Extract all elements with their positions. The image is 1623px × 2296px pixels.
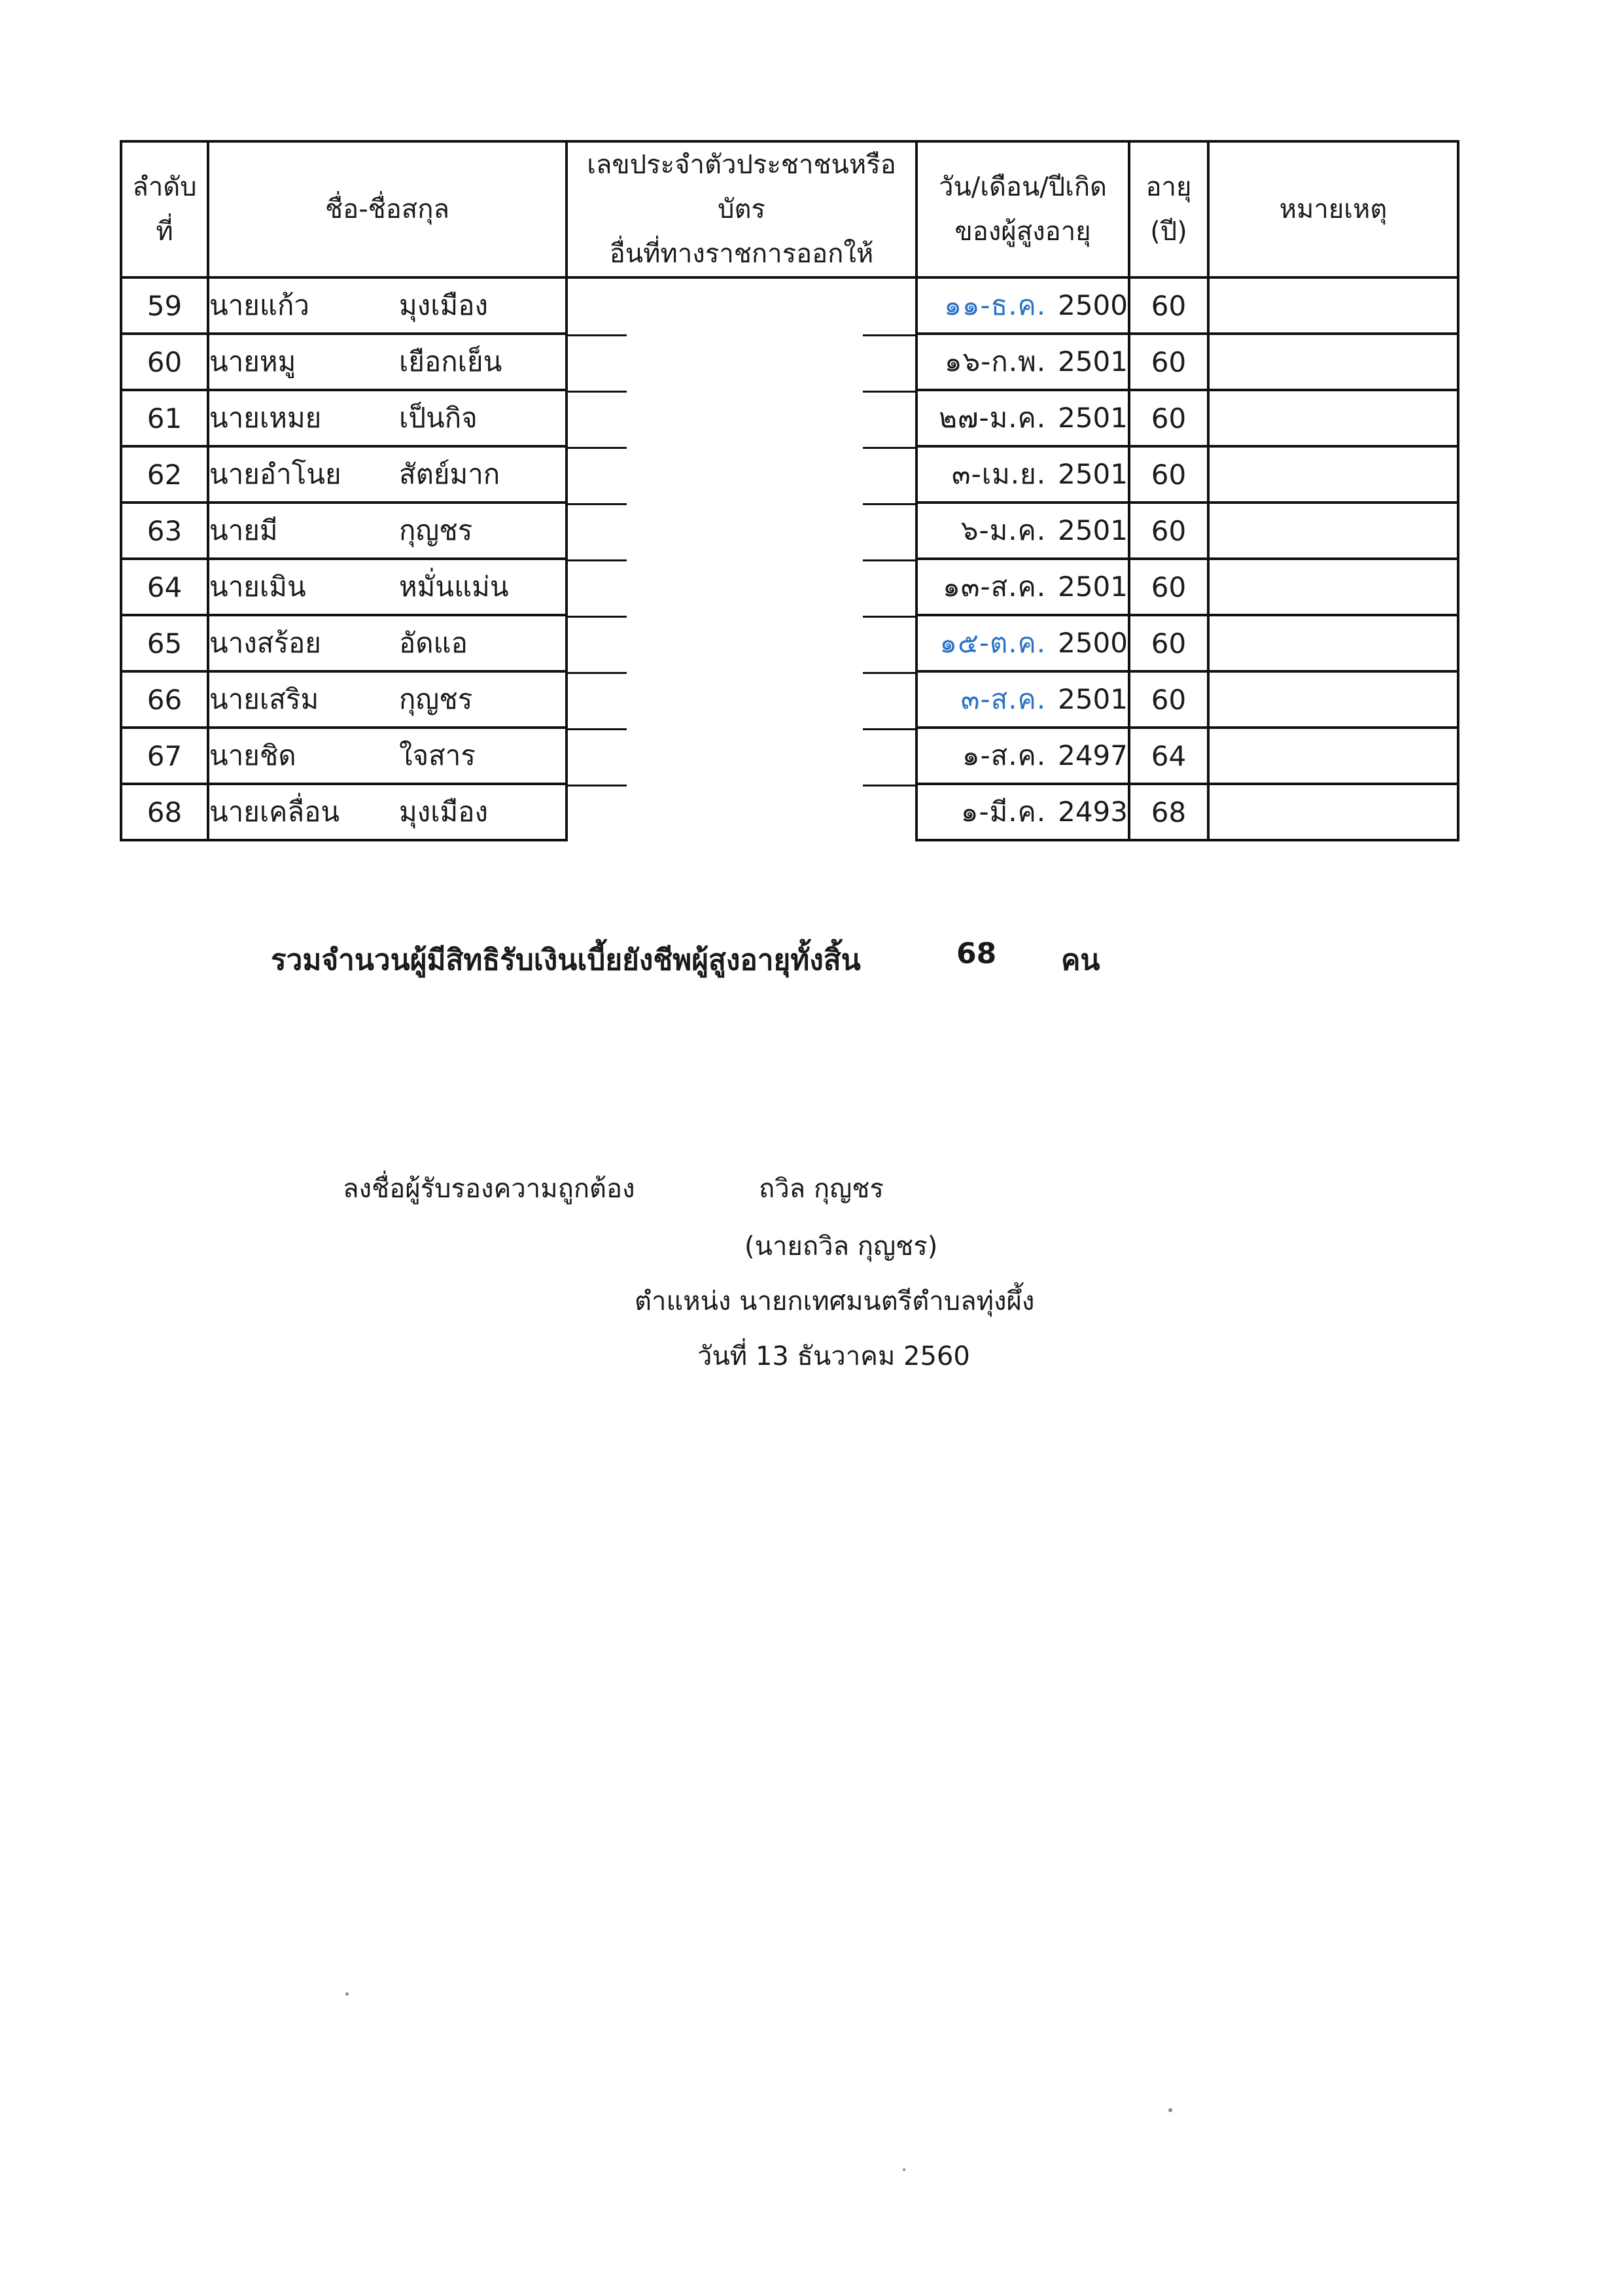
summary-line — [271, 937, 1100, 983]
birth-year: 2501 — [1058, 402, 1128, 434]
row-id-number — [567, 728, 916, 784]
row-date-of-birth — [916, 559, 1129, 615]
birth-year: 2501 — [1058, 345, 1128, 378]
header-note: หมายเหตุ — [1208, 141, 1458, 277]
header-id-line1: เลขประจำตัวประชาชนหรือบัตร — [587, 150, 896, 224]
row-note — [1208, 277, 1458, 334]
elderly-allowance-table — [120, 140, 1459, 841]
row-id-number — [567, 671, 916, 728]
row-age: 60 — [1129, 615, 1208, 671]
row-id-number — [567, 277, 916, 334]
row-date-of-birth — [916, 446, 1129, 503]
header-no — [121, 141, 208, 277]
row-note — [1208, 615, 1458, 671]
first-name: นายหมู — [209, 345, 296, 378]
row-date-of-birth — [916, 390, 1129, 446]
row-number: 59 — [121, 277, 208, 334]
table-header-row — [121, 141, 1458, 277]
birth-year: 2501 — [1058, 683, 1128, 715]
row-age: 60 — [1129, 503, 1208, 559]
row-date-of-birth — [916, 503, 1129, 559]
row-note — [1208, 559, 1458, 615]
row-name — [208, 728, 567, 784]
last-name: มุงเมือง — [399, 796, 488, 828]
row-name — [208, 334, 567, 390]
row-name — [208, 390, 567, 446]
row-name — [208, 503, 567, 559]
row-id-number — [567, 503, 916, 559]
first-name: นายแก้ว — [209, 289, 309, 321]
birth-year: 2497 — [1058, 739, 1128, 771]
header-no-line1: ลำดับ — [132, 172, 197, 202]
row-date-of-birth — [916, 671, 1129, 728]
birth-day-month: ๓-เม.ย. — [951, 458, 1047, 490]
row-note — [1208, 728, 1458, 784]
table-row — [121, 784, 1458, 840]
row-name — [208, 277, 567, 334]
table-row — [121, 615, 1458, 671]
header-age-line2: (ปี) — [1150, 217, 1187, 247]
header-id — [567, 141, 916, 277]
summary-unit: คน — [1061, 944, 1100, 977]
first-name: นายเสริม — [209, 683, 319, 715]
table-row — [121, 728, 1458, 784]
row-date-of-birth — [916, 784, 1129, 840]
table-body — [121, 277, 1458, 840]
last-name: มุงเมือง — [399, 289, 488, 321]
row-date-of-birth — [916, 277, 1129, 334]
row-date-of-birth — [916, 615, 1129, 671]
birth-year: 2501 — [1058, 514, 1128, 546]
last-name: เป็นกิจ — [399, 402, 478, 434]
row-number: 64 — [121, 559, 208, 615]
row-age: 60 — [1129, 390, 1208, 446]
row-age: 64 — [1129, 728, 1208, 784]
birth-day-month: ๓-ส.ค. — [960, 683, 1047, 715]
birth-day-month: ๒๗-ม.ค. — [939, 402, 1047, 434]
row-number: 65 — [121, 615, 208, 671]
table-row — [121, 503, 1458, 559]
row-number: 62 — [121, 446, 208, 503]
birth-year: 2500 — [1058, 289, 1128, 321]
header-dob-line1: วัน/เดือน/ปีเกิด — [938, 172, 1108, 202]
row-id-number — [567, 334, 916, 390]
row-name — [208, 559, 567, 615]
last-name: หมั่นแม่น — [399, 571, 509, 603]
row-note — [1208, 446, 1458, 503]
birth-day-month: ๑๕-ต.ค. — [939, 627, 1047, 659]
first-name: นายมี — [209, 514, 278, 546]
row-age: 60 — [1129, 671, 1208, 728]
row-name — [208, 671, 567, 728]
row-note — [1208, 784, 1458, 840]
header-id-line2: อื่นที่ทางราชการออกให้ — [609, 239, 874, 269]
row-note — [1208, 503, 1458, 559]
header-dob-line2: ของผู้สูงอายุ — [954, 217, 1091, 247]
row-age: 60 — [1129, 559, 1208, 615]
first-name: นางสร้อย — [209, 627, 321, 659]
first-name: นายเคลื่อน — [209, 796, 340, 828]
table-row — [121, 559, 1458, 615]
birth-day-month: ๑-มี.ค. — [960, 796, 1047, 828]
signature-name: ถวิล กุญชร — [759, 1174, 884, 1204]
row-id-number — [567, 615, 916, 671]
birth-year: 2493 — [1058, 796, 1128, 828]
scan-speck — [345, 1992, 349, 1996]
last-name: ใจสาร — [399, 739, 476, 771]
table-row — [121, 390, 1458, 446]
row-number: 60 — [121, 334, 208, 390]
signature-date: วันที่ 13 ธันวาคม 2560 — [697, 1341, 970, 1371]
table-row — [121, 334, 1458, 390]
birth-year: 2500 — [1058, 627, 1128, 659]
row-note — [1208, 334, 1458, 390]
row-id-number — [567, 390, 916, 446]
row-name — [208, 784, 567, 840]
row-age: 60 — [1129, 334, 1208, 390]
row-id-number — [567, 559, 916, 615]
row-note — [1208, 671, 1458, 728]
table-row — [121, 277, 1458, 334]
birth-day-month: ๑๓-ส.ค. — [943, 571, 1047, 603]
last-name: เยือกเย็น — [399, 345, 502, 378]
header-age — [1129, 141, 1208, 277]
first-name: นายอำโนย — [209, 458, 341, 490]
row-age: 68 — [1129, 784, 1208, 840]
summary-count: 68 — [956, 937, 997, 970]
summary-label: รวมจำนวนผู้มีสิทธิรับเงินเบี้ยยังชีพผู้สูงอายุทั้งสิ้น — [271, 944, 861, 977]
row-id-number — [567, 446, 916, 503]
birth-year: 2501 — [1058, 458, 1128, 490]
birth-year: 2501 — [1058, 571, 1128, 603]
row-name — [208, 446, 567, 503]
birth-day-month: ๑-ส.ค. — [962, 739, 1047, 771]
birth-day-month: ๑๖-ก.พ. — [944, 345, 1047, 378]
table-row — [121, 446, 1458, 503]
row-date-of-birth — [916, 728, 1129, 784]
row-name — [208, 615, 567, 671]
table-row — [121, 671, 1458, 728]
birth-day-month: ๑๑-ธ.ค. — [944, 289, 1047, 321]
last-name: กุญชร — [399, 683, 473, 715]
row-number: 66 — [121, 671, 208, 728]
header-name: ชื่อ-ชื่อสกุล — [208, 141, 567, 277]
row-number: 61 — [121, 390, 208, 446]
scan-speck — [903, 2168, 905, 2171]
row-number: 68 — [121, 784, 208, 840]
row-date-of-birth — [916, 334, 1129, 390]
row-id-number — [567, 784, 916, 840]
last-name: กุญชร — [399, 514, 473, 546]
first-name: นายเมิน — [209, 571, 306, 603]
scan-speck — [1168, 2108, 1172, 2112]
row-note — [1208, 390, 1458, 446]
signature-position: ตำแหน่ง นายกเทศมนตรีตำบลทุ่งผึ้ง — [635, 1286, 1035, 1316]
last-name: สัตย์มาก — [399, 458, 500, 490]
birth-day-month: ๖-ม.ค. — [960, 514, 1047, 546]
signature-label: ลงชื่อผู้รับรองความถูกต้อง — [343, 1174, 635, 1204]
row-age: 60 — [1129, 446, 1208, 503]
first-name: นายชิด — [209, 739, 296, 771]
header-age-line1: อายุ — [1145, 172, 1192, 202]
signature-name-parenthesized: (นายถวิล กุญชร) — [744, 1231, 938, 1262]
row-number: 63 — [121, 503, 208, 559]
header-no-line2: ที่ — [156, 217, 173, 247]
first-name: นายเหมย — [209, 402, 322, 434]
header-dob — [916, 141, 1129, 277]
row-number: 67 — [121, 728, 208, 784]
row-age: 60 — [1129, 277, 1208, 334]
last-name: อัดแอ — [399, 627, 468, 659]
